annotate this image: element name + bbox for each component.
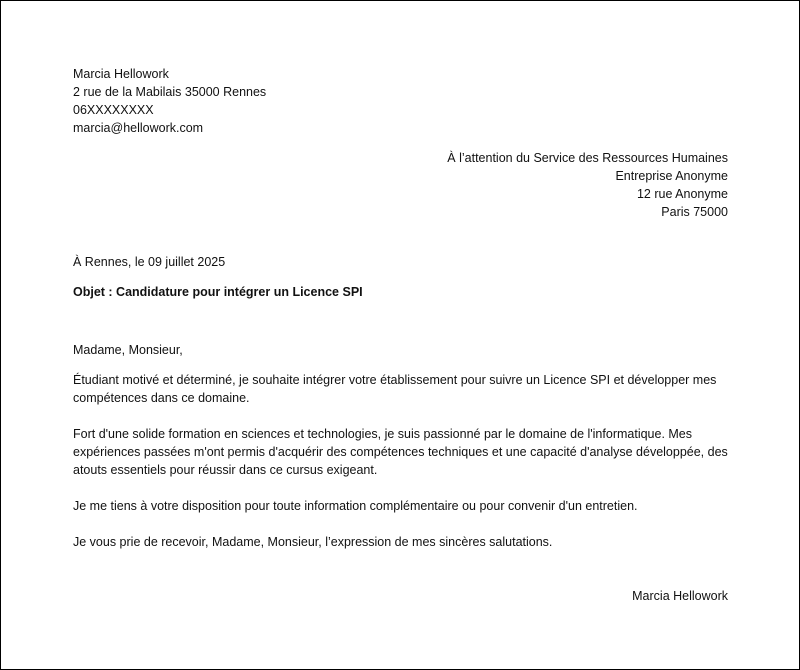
body-paragraph-3: Je me tiens à votre disposition pour toute information complémentaire ou pour convenir d'un entretien.: [73, 499, 638, 513]
recipient-street: 12 rue Anonyme: [636, 187, 728, 201]
body-paragraph-1: Étudiant motivé et déterminé, je souhaite intégrer votre établissement pour suivre un Licence SPI et développer mes compétences dans ce domaine.: [73, 373, 717, 405]
salutation: Madame, Monsieur,: [73, 343, 183, 357]
recipient-company: Entreprise Anonyme: [615, 169, 728, 183]
body-paragraph-2: Fort d'une solide formation en sciences et technologies, je suis passionné par le domaine de l'informatique. Mes expériences passées m'ont permis d'acquérir des compétences techniques et une capacité d'analyse développée, des atouts essentiels pour réussir dans ce cursus exigeant.: [73, 427, 728, 477]
sender-address: 2 rue de la Mabilais 35000 Rennes: [73, 85, 267, 99]
recipient-block: [73, 149, 728, 221]
recipient-city: Paris 75000: [661, 205, 728, 219]
place-date: À Rennes, le 09 juillet 2025: [73, 255, 226, 269]
letter-subject: Objet : Candidature pour intégrer un Licence SPI: [73, 285, 363, 299]
sender-name: Marcia Hellowork: [73, 67, 169, 81]
sender-email: marcia@hellowork.com: [73, 121, 204, 135]
closing-paragraph: Je vous prie de recevoir, Madame, Monsieur, l’expression de mes sincères salutations.: [73, 535, 553, 549]
recipient-attention: À l’attention du Service des Ressources Humaines: [447, 151, 728, 165]
sender-phone: 06XXXXXXXX: [73, 103, 154, 117]
signature: Marcia Hellowork: [632, 589, 728, 603]
sender-block: [73, 65, 728, 137]
